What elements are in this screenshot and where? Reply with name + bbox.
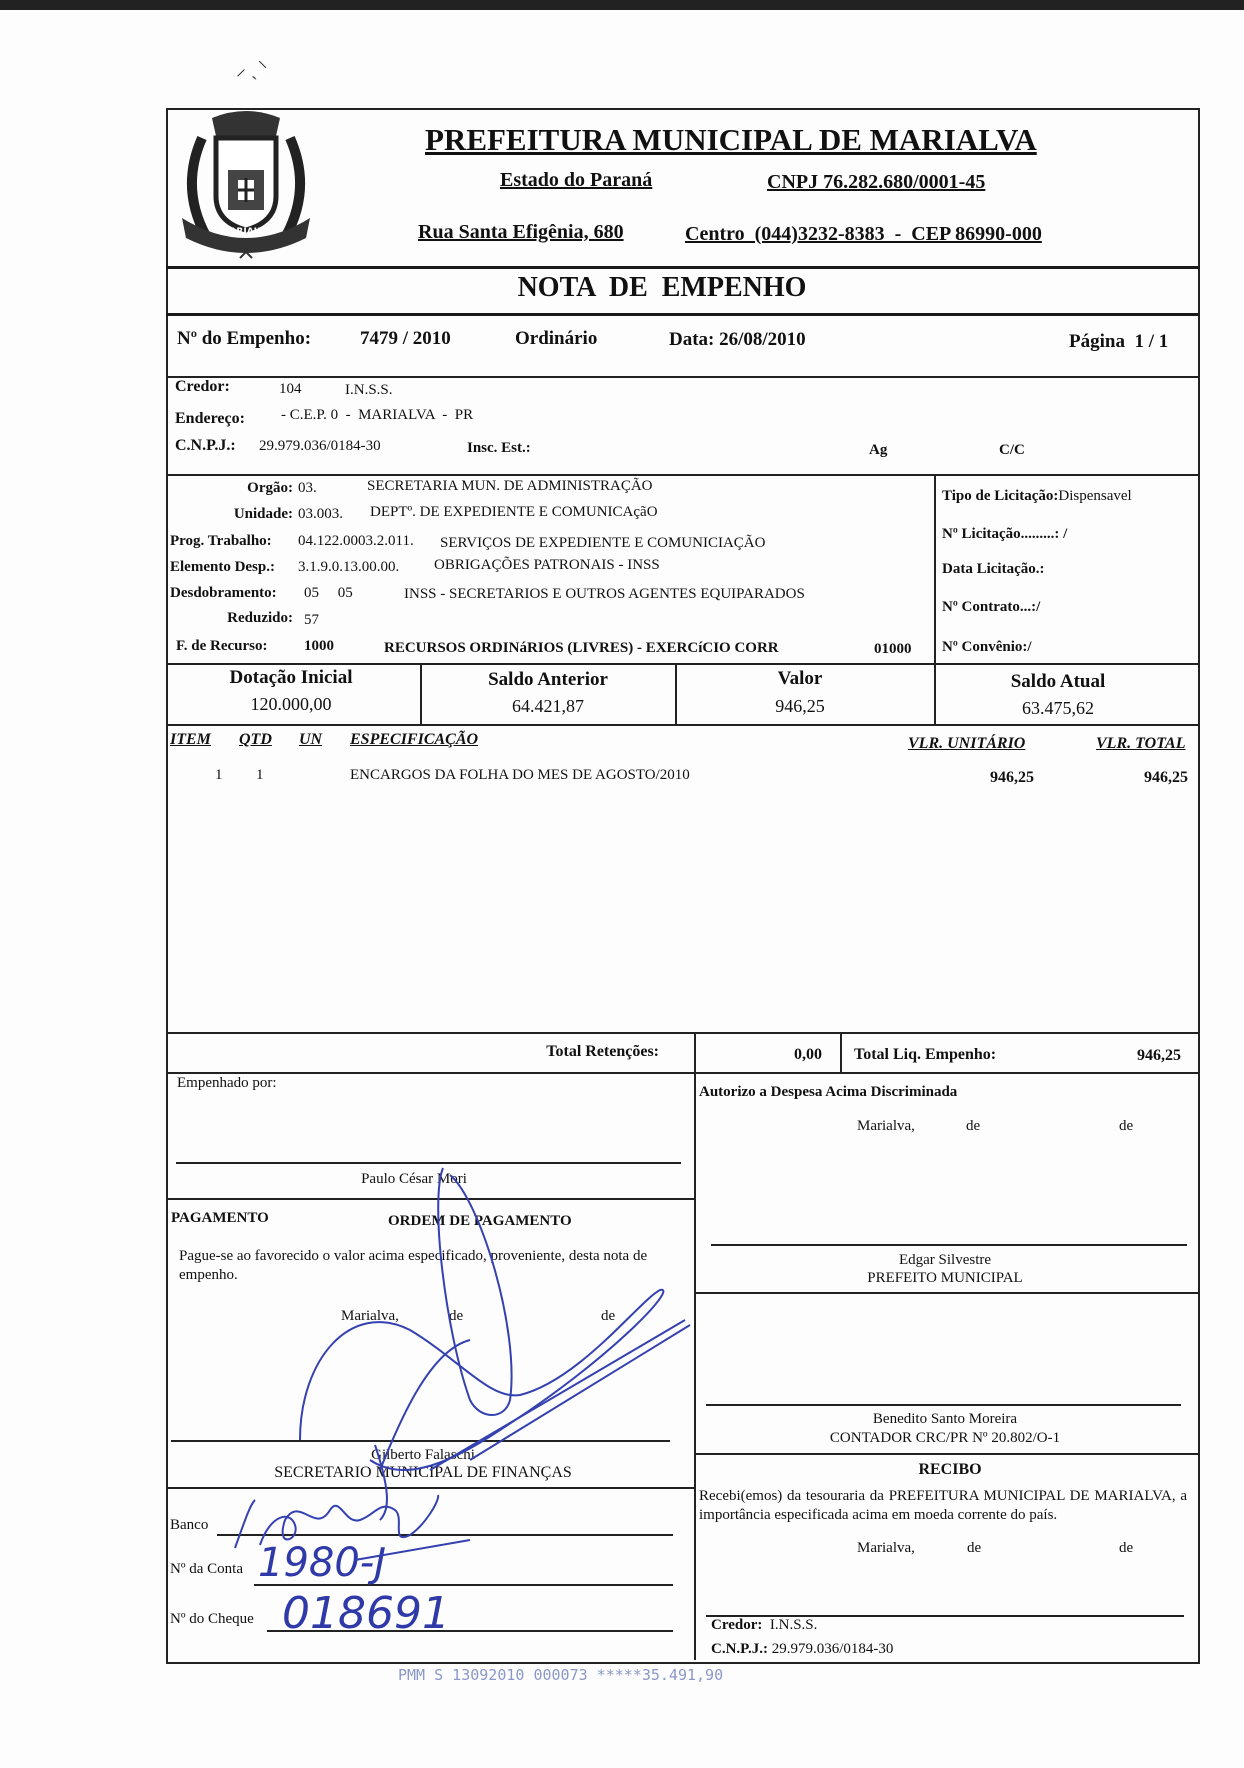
col-vlr-unitario: VLR. UNITÁRIO <box>908 735 1026 752</box>
divider <box>166 1032 1198 1034</box>
divider <box>166 266 1198 269</box>
banco-label: Banco <box>170 1517 209 1533</box>
pagamento-de-2: de <box>601 1308 616 1324</box>
desdobramento-desc: INSS - SECRETARIOS E OUTROS AGENTES EQUIPARADOS <box>404 586 805 602</box>
total-retencoes-label: Total Retenções: <box>546 1043 659 1060</box>
municipality-cnpj: CNPJ 76.282.680/0001-45 <box>767 171 986 193</box>
orgao-label: Orgão: <box>247 480 293 496</box>
autorizo-label: Autorizo a Despesa Acima Discriminada <box>699 1084 958 1100</box>
divider <box>166 724 1198 726</box>
divider <box>166 1487 694 1489</box>
endereco-label: Endereço: <box>175 410 245 427</box>
empenho-number: 7479 / 2010 <box>360 328 451 349</box>
recibo-cnpj <box>711 1640 893 1658</box>
total-liquido-label: Total Liq. Empenho: <box>854 1046 997 1063</box>
divider <box>420 663 422 724</box>
contador-name: Benedito Santo Moreira <box>872 1411 1018 1427</box>
document-title: NOTA DE EMPENHO <box>517 272 807 303</box>
recibo-cnpj-label: C.N.P.J.: <box>711 1641 768 1657</box>
tipo-licitacao-label: Tipo de Licitação: <box>942 488 1059 504</box>
recibo-cnpj-value: 29.979.036/0184-30 <box>771 1641 894 1657</box>
contador-role: CONTADOR CRC/PR Nº 20.802/O-1 <box>829 1430 1061 1446</box>
empenho-type: Ordinário <box>515 328 598 349</box>
desdobramento-label: Desdobramento: <box>170 585 277 601</box>
divider <box>840 1032 842 1072</box>
valor-value: 946,25 <box>775 696 825 716</box>
desdobramento-code: 05 05 <box>304 585 353 601</box>
cheque-value: 018691 <box>282 1588 450 1639</box>
municipal-coat-of-arms-logo <box>172 108 320 260</box>
svg-text:MARIALVA: MARIALVA <box>220 227 272 237</box>
recibo-credor-value: I.N.S.S. <box>769 1617 818 1633</box>
signature-line <box>176 1162 681 1164</box>
recibo-place: Marialva, <box>857 1540 915 1556</box>
dotacao-inicial-value: 120.000,00 <box>250 694 332 714</box>
autorizo-de-2: de <box>1119 1118 1134 1134</box>
divider <box>934 474 936 724</box>
bank-stamp: PMM S 13092010 000073 *****35.491,90 <box>398 1666 724 1684</box>
item-spec: ENCARGOS DA FOLHA DO MES DE AGOSTO/2010 <box>350 767 690 783</box>
total-liquido-value: 946,25 <box>1137 1047 1181 1064</box>
endereco-value: - C.E.P. 0 - MARIALVA - PR <box>281 407 474 423</box>
scan-marks: ⸝ ˎ⸌ <box>236 58 268 80</box>
signature-line <box>171 1440 670 1442</box>
reduzido-code: 57 <box>304 612 319 628</box>
pagamento-label: PAGAMENTO <box>171 1210 269 1226</box>
divider <box>694 1292 1198 1294</box>
recibo-credor-label: Credor: <box>711 1617 763 1633</box>
divider <box>166 313 1198 316</box>
saldo-atual-label: Saldo Atual <box>1010 671 1106 692</box>
numero-licitacao: Nº Licitação.........: / <box>942 526 1068 542</box>
divider <box>166 1198 694 1200</box>
agency-label: Ag <box>869 442 888 458</box>
col-vlr-total: VLR. TOTAL <box>1096 735 1186 752</box>
autorizo-de-1: de <box>966 1118 981 1134</box>
empenho-date: Data: 26/08/2010 <box>669 329 806 350</box>
orgao-desc: SECRETARIA MUN. DE ADMINISTRAÇÃO <box>367 478 653 494</box>
conta-label: Nº da Conta <box>170 1561 243 1577</box>
elemento-desp-code: 3.1.9.0.13.00.00. <box>298 559 400 575</box>
credor-label: Credor: <box>175 378 230 395</box>
col-item: ITEM <box>170 731 211 748</box>
saldo-anterior-label: Saldo Anterior <box>488 669 608 690</box>
scan-edge <box>0 0 1244 10</box>
recibo-de-2: de <box>1119 1540 1134 1556</box>
item-unit-price: 946,25 <box>990 769 1034 786</box>
empenho-number-label: Nº do Empenho: <box>177 328 312 349</box>
insc-est-label: Insc. Est.: <box>467 440 531 456</box>
orgao-code: 03. <box>298 480 317 496</box>
item-number: 1 <box>215 767 223 783</box>
street-address: Rua Santa Efigênia, 680 <box>418 221 624 243</box>
recibo-text: Recebi(emos) da tesouraria da PREFEITURA MUNICIPAL DE MARIALVA, a importância especificada acima em moeda corrente do país. <box>699 1488 1187 1523</box>
prog-trabalho-label: Prog. Trabalho: <box>170 533 272 549</box>
autorizo-place: Marialva, <box>857 1118 915 1134</box>
item-total: 946,25 <box>1144 769 1188 786</box>
col-especificacao: ESPECIFICAÇÃO <box>350 731 479 748</box>
reduzido-label: Reduzido: <box>227 610 293 626</box>
dotacao-inicial-label: Dotação Inicial <box>229 667 353 688</box>
recibo-de-1: de <box>967 1540 982 1556</box>
fonte-recurso-label: F. de Recurso: <box>176 638 268 654</box>
contact-address: Centro (044)3232-8383 - CEP 86990-000 <box>685 223 1042 245</box>
divider <box>675 663 677 724</box>
conta-value: 1980-J <box>258 1540 387 1586</box>
divider <box>694 1032 696 1660</box>
tipo-licitacao <box>942 487 1132 505</box>
banco-line <box>217 1534 673 1536</box>
empenhado-por-label: Empenhado por: <box>177 1075 277 1091</box>
prog-trabalho-desc: SERVIÇOS DE EXPEDIENTE E COMUNICIAÇÃO <box>440 535 766 551</box>
divider <box>694 1453 1198 1455</box>
unidade-label: Unidade: <box>233 506 293 522</box>
cnpj-value: 29.979.036/0184-30 <box>259 438 381 454</box>
saldo-anterior-value: 64.421,87 <box>512 696 584 716</box>
divider <box>166 474 1198 476</box>
fonte-recurso-desc: RECURSOS ORDINáRIOS (LIVRES) - EXERCíCIO CORR <box>384 640 779 656</box>
unidade-desc: DEPTº. DE EXPEDIENTE E COMUNICAçãO <box>370 504 658 520</box>
signature-line <box>711 1244 1187 1246</box>
account-label: C/C <box>999 442 1025 458</box>
municipality-title: PREFEITURA MUNICIPAL DE MARIALVA <box>425 122 1037 157</box>
saldo-atual-value: 63.475,62 <box>1022 698 1094 718</box>
pagamento-de-1: de <box>449 1308 464 1324</box>
cheque-label: Nº do Cheque <box>170 1611 254 1627</box>
numero-convenio: Nº Convênio:/ <box>942 639 1032 655</box>
col-qtd: QTD <box>239 731 272 748</box>
item-qtd: 1 <box>256 767 264 783</box>
divider <box>166 663 1198 665</box>
prefeito-name: Edgar Silvestre <box>898 1252 992 1268</box>
credor-name: I.N.S.S. <box>345 382 393 398</box>
tipo-licitacao-value: Dispensavel <box>1058 488 1132 504</box>
state-name: Estado do Paraná <box>500 169 653 191</box>
ordem-pagamento-title: ORDEM DE PAGAMENTO <box>388 1213 572 1229</box>
unidade-code: 03.003. <box>298 506 343 522</box>
divider <box>166 376 1198 378</box>
elemento-desp-desc: OBRIGAÇÕES PATRONAIS - INSS <box>434 557 660 573</box>
numero-contrato: Nº Contrato...:/ <box>942 599 1041 615</box>
fonte-recurso-code: 1000 <box>304 638 334 654</box>
cnpj-label: C.N.P.J.: <box>175 437 236 454</box>
pagamento-place: Marialva, <box>341 1308 399 1324</box>
elemento-desp-label: Elemento Desp.: <box>170 559 275 575</box>
credor-code: 104 <box>279 381 302 397</box>
page-number: Página 1 / 1 <box>1069 331 1169 352</box>
total-retencoes-value: 0,00 <box>794 1046 822 1063</box>
prog-trabalho-code: 04.122.0003.2.011. <box>298 533 414 549</box>
recurso-code: 01000 <box>874 641 912 657</box>
divider <box>166 1072 1198 1074</box>
col-un: UN <box>299 731 323 748</box>
secretario-role: SECRETARIO MUNICIPAL DE FINANÇAS <box>274 1464 572 1481</box>
secretario-name: Gilberto Falaschi <box>371 1447 475 1463</box>
data-licitacao: Data Licitação.: <box>942 561 1045 577</box>
recibo-credor <box>711 1616 817 1634</box>
ordem-pagamento-text: Pague-se ao favorecido o valor acima especificado, proveniente, desta nota de empenho. <box>179 1248 648 1283</box>
valor-label: Valor <box>777 668 823 689</box>
signature-line <box>706 1404 1181 1406</box>
recibo-title: RECIBO <box>918 1461 982 1478</box>
empenhado-por-name: Paulo César Mori <box>361 1171 467 1187</box>
prefeito-role: PREFEITO MUNICIPAL <box>867 1270 1023 1286</box>
